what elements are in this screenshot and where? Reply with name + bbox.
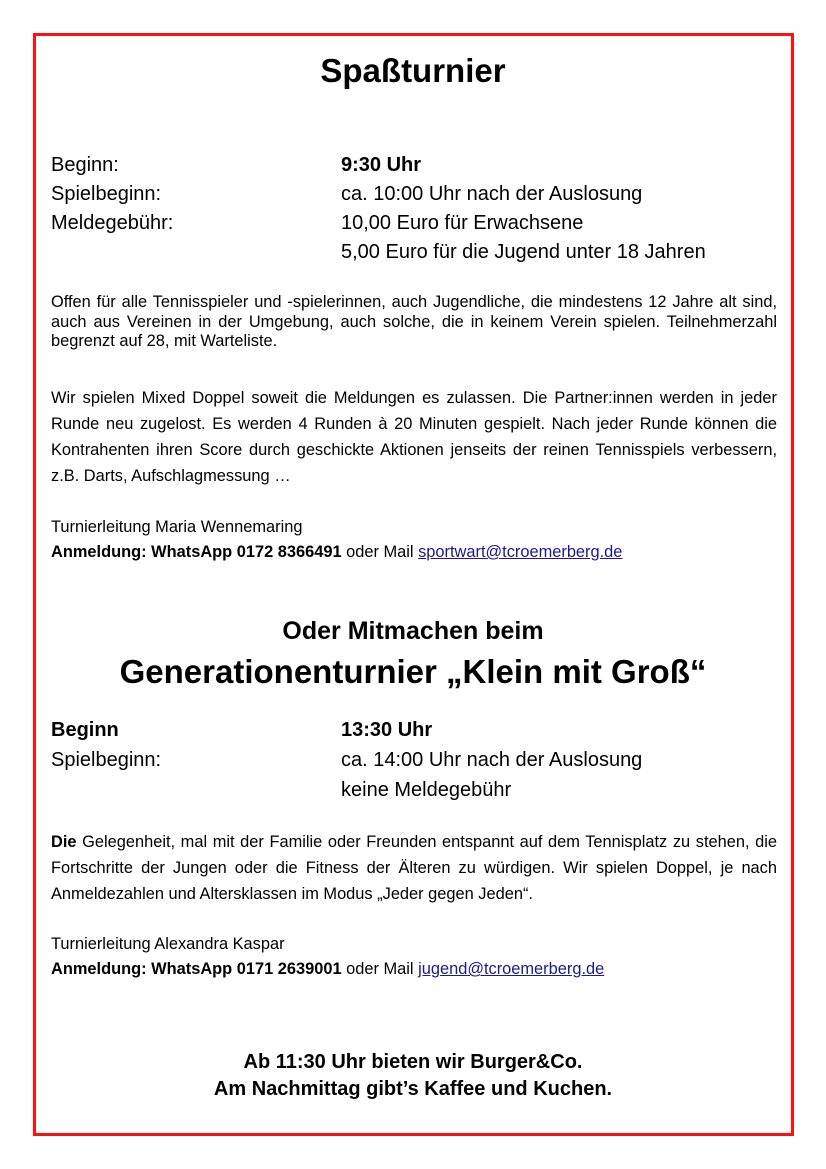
section2-subtitle: Oder Mitmachen beim bbox=[282, 617, 544, 645]
detail-row-beginn bbox=[51, 718, 432, 742]
detail-row-meldegebuehr bbox=[51, 211, 583, 235]
registration-line bbox=[51, 960, 604, 979]
format-paragraph: Wir spielen Mixed Doppel soweit die Meldungen es zulassen. Die Partner:innen werden in jeder Runde neu zugelost. Es werden 4 Runden à 20 Minuten gespielt. Nach jeder Runde können die Kontrahenten ihren Score durch geschickte Aktionen jenseits der reinen Tennisspiels verbessern, z.B. Darts, Aufschlagmessung … bbox=[51, 389, 777, 485]
generation-paragraph bbox=[51, 829, 777, 907]
registration-or-mail: oder Mail bbox=[341, 960, 419, 978]
detail-value: 13:30 Uhr bbox=[341, 719, 433, 741]
eligibility-paragraph: Offen für alle Tennisspieler und -spielerinnen, auch Jugendliche, die mindestens 12 Jahre alt sind, auch aus Vereinen in der Umgebung, auch solche, die in keinem Verein spielen. Teilnehmerzahl begrenzt auf 28, mit Warteliste. bbox=[51, 293, 777, 350]
registration-line bbox=[51, 543, 622, 562]
detail-value: keine Meldegebühr bbox=[341, 779, 512, 801]
organizer-line: Turnierleitung Alexandra Kaspar bbox=[51, 935, 285, 953]
paragraph-body: Gelegenheit, mal mit der Familie oder Freunden entspannt auf dem Tennisplatz zu stehen, die Fortschritte der Jungen oder die Fitness der Älteren zu würdigen. Wir spielen Doppel, je nach Anmeldezahlen und Altersklassen im Modus „Jeder gegen Jeden“. bbox=[51, 833, 777, 903]
paragraph-lead: Die bbox=[51, 833, 77, 851]
detail-label: Beginn bbox=[51, 719, 119, 741]
detail-row-meldegebuehr bbox=[51, 778, 511, 802]
detail-value: ca. 14:00 Uhr nach der Auslosung bbox=[341, 749, 643, 771]
organizer-line: Turnierleitung Maria Wennemaring bbox=[51, 518, 303, 536]
registration-whatsapp: Anmeldung: WhatsApp 0172 8366491 bbox=[51, 543, 342, 561]
footer-coffee-line: Am Nachmittag gibt’s Kaffee und Kuchen. bbox=[213, 1078, 613, 1100]
detail-label: Meldegebühr: bbox=[51, 212, 174, 234]
detail-row-beginn bbox=[51, 153, 421, 177]
detail-row-spielbeginn bbox=[51, 182, 642, 206]
registration-whatsapp: Anmeldung: WhatsApp 0171 2639001 bbox=[51, 960, 342, 978]
email-link-sportwart[interactable]: sportwart@tcroemerberg.de bbox=[418, 543, 623, 561]
generationenturnier-title: Generationenturnier „Klein mit Groß“ bbox=[119, 653, 707, 690]
detail-value: 5,00 Euro für die Jugend unter 18 Jahren bbox=[341, 241, 706, 263]
detail-value: ca. 10:00 Uhr nach der Auslosung bbox=[341, 183, 643, 205]
registration-or-mail: oder Mail bbox=[341, 543, 419, 561]
detail-value: 9:30 Uhr bbox=[341, 154, 422, 176]
detail-label: Spielbeginn: bbox=[51, 183, 162, 205]
spassturnier-title: Spaßturnier bbox=[320, 52, 506, 89]
footer-food-line: Ab 11:30 Uhr bieten wir Burger&Co. bbox=[243, 1051, 583, 1073]
detail-row-spielbeginn bbox=[51, 748, 642, 772]
detail-value: 10,00 Euro für Erwachsene bbox=[341, 212, 584, 234]
detail-label: Spielbeginn: bbox=[51, 749, 162, 771]
email-link-jugend[interactable]: jugend@tcroemerberg.de bbox=[418, 960, 605, 978]
detail-row-meldegebuehr-jugend bbox=[51, 240, 706, 264]
detail-label: Beginn: bbox=[51, 154, 119, 176]
